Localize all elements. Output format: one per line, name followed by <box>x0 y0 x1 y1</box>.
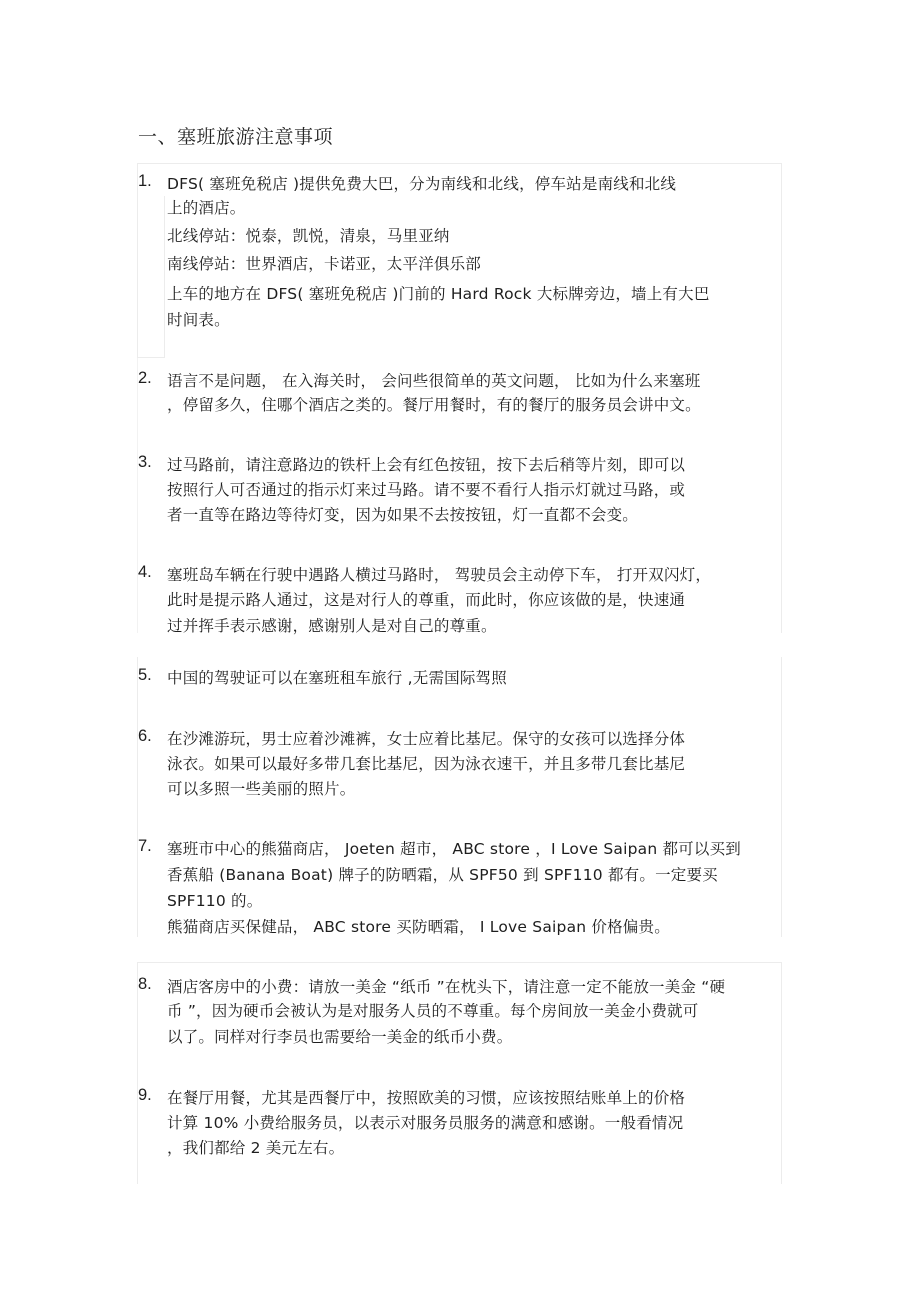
item-line: 以了。同样对行李员也需要给一美金的纸币小费。 <box>167 1028 513 1046</box>
item-line: ，我们都给 2 美元左右。 <box>167 1139 345 1157</box>
item-line: 在沙滩游玩，男士应着沙滩裤，女士应着比基尼。保守的女孩可以选择分体 <box>167 730 686 748</box>
item-number: 9. <box>138 1086 152 1104</box>
item-line: 计算 10% 小费给服务员，以表示对服务员服务的满意和感谢。一般看情况 <box>167 1114 684 1132</box>
item-number: 6. <box>138 727 152 745</box>
item-line: DFS( 塞班免税店 )提供免费大巴，分为南线和北线，停车站是南线和北线 <box>167 175 677 193</box>
item-number: 7. <box>138 837 152 855</box>
item-line: 塞班岛车辆在行驶中遇路人横过马路时， 驾驶员会主动停下车， 打开双闪灯， <box>167 566 712 584</box>
item-line: 过并挥手表示感谢，感谢别人是对自己的尊重。 <box>167 617 497 635</box>
item-line: 酒店客房中的小费：请放一美金 “纸币 ”在枕头下，请注意一定不能放一美金 “硬 <box>167 978 726 996</box>
list-item-2 <box>138 369 788 419</box>
list-item-9 <box>138 1086 788 1161</box>
page-title: 一、塞班旅游注意事项 <box>138 126 334 148</box>
list-item-3 <box>138 453 788 528</box>
item-number: 4. <box>138 563 152 581</box>
item-line: 北线停站：悦泰，凯悦，清泉，马里亚纳 <box>167 227 450 245</box>
list-item-5 <box>138 666 788 690</box>
item-number: 3. <box>138 453 152 471</box>
list-item-6 <box>138 727 788 802</box>
item-line: 南线停站：世界酒店，卡诺亚，太平洋俱乐部 <box>167 255 482 273</box>
item-line: 语言不是问题， 在入海关时， 会问些很简单的英文问题， 比如为什么来塞班 <box>167 372 701 390</box>
list-item-8 <box>138 975 788 1050</box>
item-line: 过马路前，请注意路边的铁杆上会有红色按钮，按下去后稍等片刻，即可以 <box>167 456 686 474</box>
item-line: 按照行人可否通过的指示灯来过马路。请不要不看行人指示灯就过马路，或 <box>167 481 686 499</box>
list-item-7 <box>138 837 788 937</box>
item-line: 上的酒店。 <box>167 199 246 217</box>
item-line: 币 ”，因为硬币会被认为是对服务人员的不尊重。每个房间放一美金小费就可 <box>167 1002 699 1020</box>
item-number: 2. <box>138 369 152 387</box>
item-line: 此时是提示路人通过，这是对行人的尊重，而此时，你应该做的是，快速通 <box>167 591 686 609</box>
item-line: 香蕉船 (Banana Boat) 牌子的防晒霜，从 SPF50 到 SPF110 都有。一定要买 <box>167 866 718 884</box>
item-number: 8. <box>138 975 152 993</box>
item-line: 泳衣。如果可以最好多带几套比基尼，因为泳衣速干，并且多带几套比基尼 <box>167 755 686 773</box>
item-line: 在餐厅用餐，尤其是西餐厅中，按照欧美的习惯，应该按照结账单上的价格 <box>167 1089 686 1107</box>
item-number: 5. <box>138 666 152 684</box>
item-line: ，停留多久，住哪个酒店之类的。餐厅用餐时，有的餐厅的服务员会讲中文。 <box>167 396 701 414</box>
item-line: 者一直等在路边等待灯变，因为如果不去按按钮，灯一直都不会变。 <box>167 506 639 524</box>
item-line: 上车的地方在 DFS( 塞班免税店 )门前的 Hard Rock 大标牌旁边，墙上有大巴 <box>167 285 710 303</box>
list-item-1 <box>138 172 788 332</box>
item-line: 熊猫商店买保健品， ABC store 买防晒霜， I Love Saipan 价格偏贵。 <box>167 918 670 936</box>
list-item-4 <box>138 563 788 638</box>
item-number: 1. <box>138 172 152 190</box>
item-line: SPF110 的。 <box>167 892 263 910</box>
item-line: 时间表。 <box>167 311 230 329</box>
item-line: 塞班市中心的熊猫商店， Joeten 超市， ABC store ，I Love Saipan 都可以买到 <box>167 840 741 858</box>
item-line: 可以多照一些美丽的照片。 <box>167 780 356 798</box>
item-line: 中国的驾驶证可以在塞班租车旅行 ,无需国际驾照 <box>167 669 507 687</box>
